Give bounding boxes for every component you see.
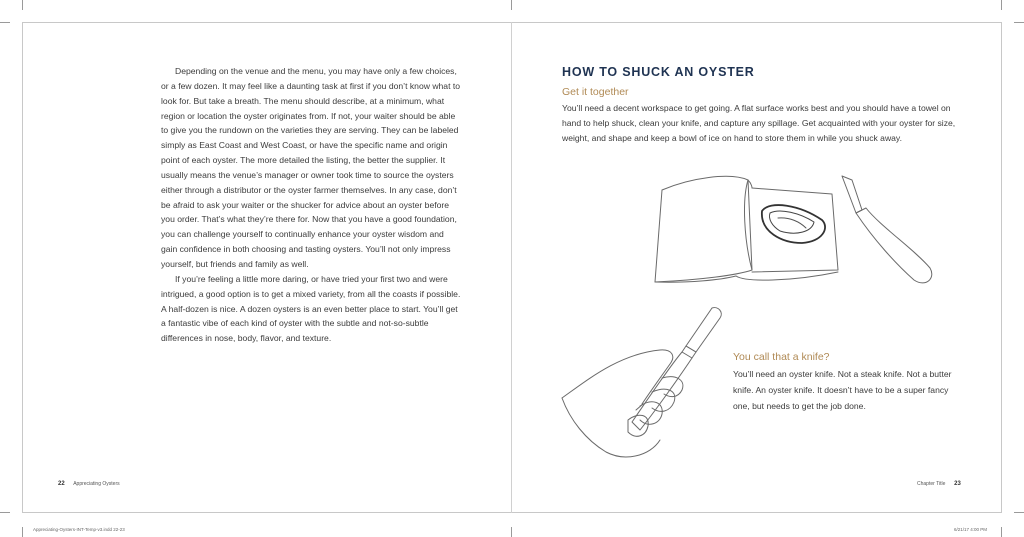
towel-illustration [655, 176, 838, 282]
body-paragraph: If you’re feeling a little more daring, or have tried your first two and were intrigued, a good option is to get a mixed variety, from all the coasts if possible. A half-dozen is nice. A dozen oysters is an even better place to start. You’ll get a fantastic vibe of each kind of oyster with the subtle and not-so-subtle differences in nose, body, flavor, and texture. [161, 273, 461, 344]
oyster-knife-illustration [842, 176, 932, 283]
page-number: 23 [954, 481, 961, 487]
hand-with-knife-illustration [562, 308, 721, 457]
section-heading: Get it together [562, 86, 629, 98]
section-body: You’ll need a decent workspace to get going. A flat surface works best and you should have a towel on hand to help shuck, clean your knife, and capture any spillage. Get acquainted with your oyster for size, weight, and shape and keep a bowl of ice on hand to store them in while you shuck away. [562, 103, 956, 144]
running-footer: Chapter Title [917, 481, 946, 487]
oyster-illustration [762, 205, 825, 243]
running-footer: Appreciating Oysters [73, 481, 120, 487]
page-title: HOW TO SHUCK AN OYSTER [562, 65, 755, 79]
slug-date: 6/21/17 4:00 PM [954, 527, 988, 532]
body-paragraph: Depending on the venue and the menu, you may have only a few choices, or a few dozen. It may feel like a daunting task at first if you don’t know what to look for. But take a breath. The menu should describe, at a minimum, what region or location the oyster originates from. If not, your waiter should be able to give you the rundown on the varieties they are serving. They can be labeled simply as East Coast and West Coast, or have the specific name and origin point of each oyster. The more detailed the listing, the better the supplier. It usually means the venue’s manager or owner took time to source the oysters either through a distributor or the oyster farmer themselves. In any case, don’t be afraid to ask your waiter or the shucker for advice about an oyster before you order. That’s what they’re there for. Now that you have a good foundation, you can challenge yourself to continually enhance your oyster wisdom and gain confidence in both choosing and tasting oysters. You’ll not only impress yourself, but friends and family as well. [161, 66, 461, 269]
section-heading: You call that a knife? [733, 351, 830, 363]
slug-file-name: Appreciating-Oysters-INT-Temp-v3.indd 22-23 [33, 527, 125, 532]
section-body: You’ll need an oyster knife. Not a steak knife. Not a butter knife. An oyster knife. It doesn’t have to be a super fancy one, but needs to get the job done. [733, 369, 952, 411]
page-number: 22 [58, 481, 65, 487]
